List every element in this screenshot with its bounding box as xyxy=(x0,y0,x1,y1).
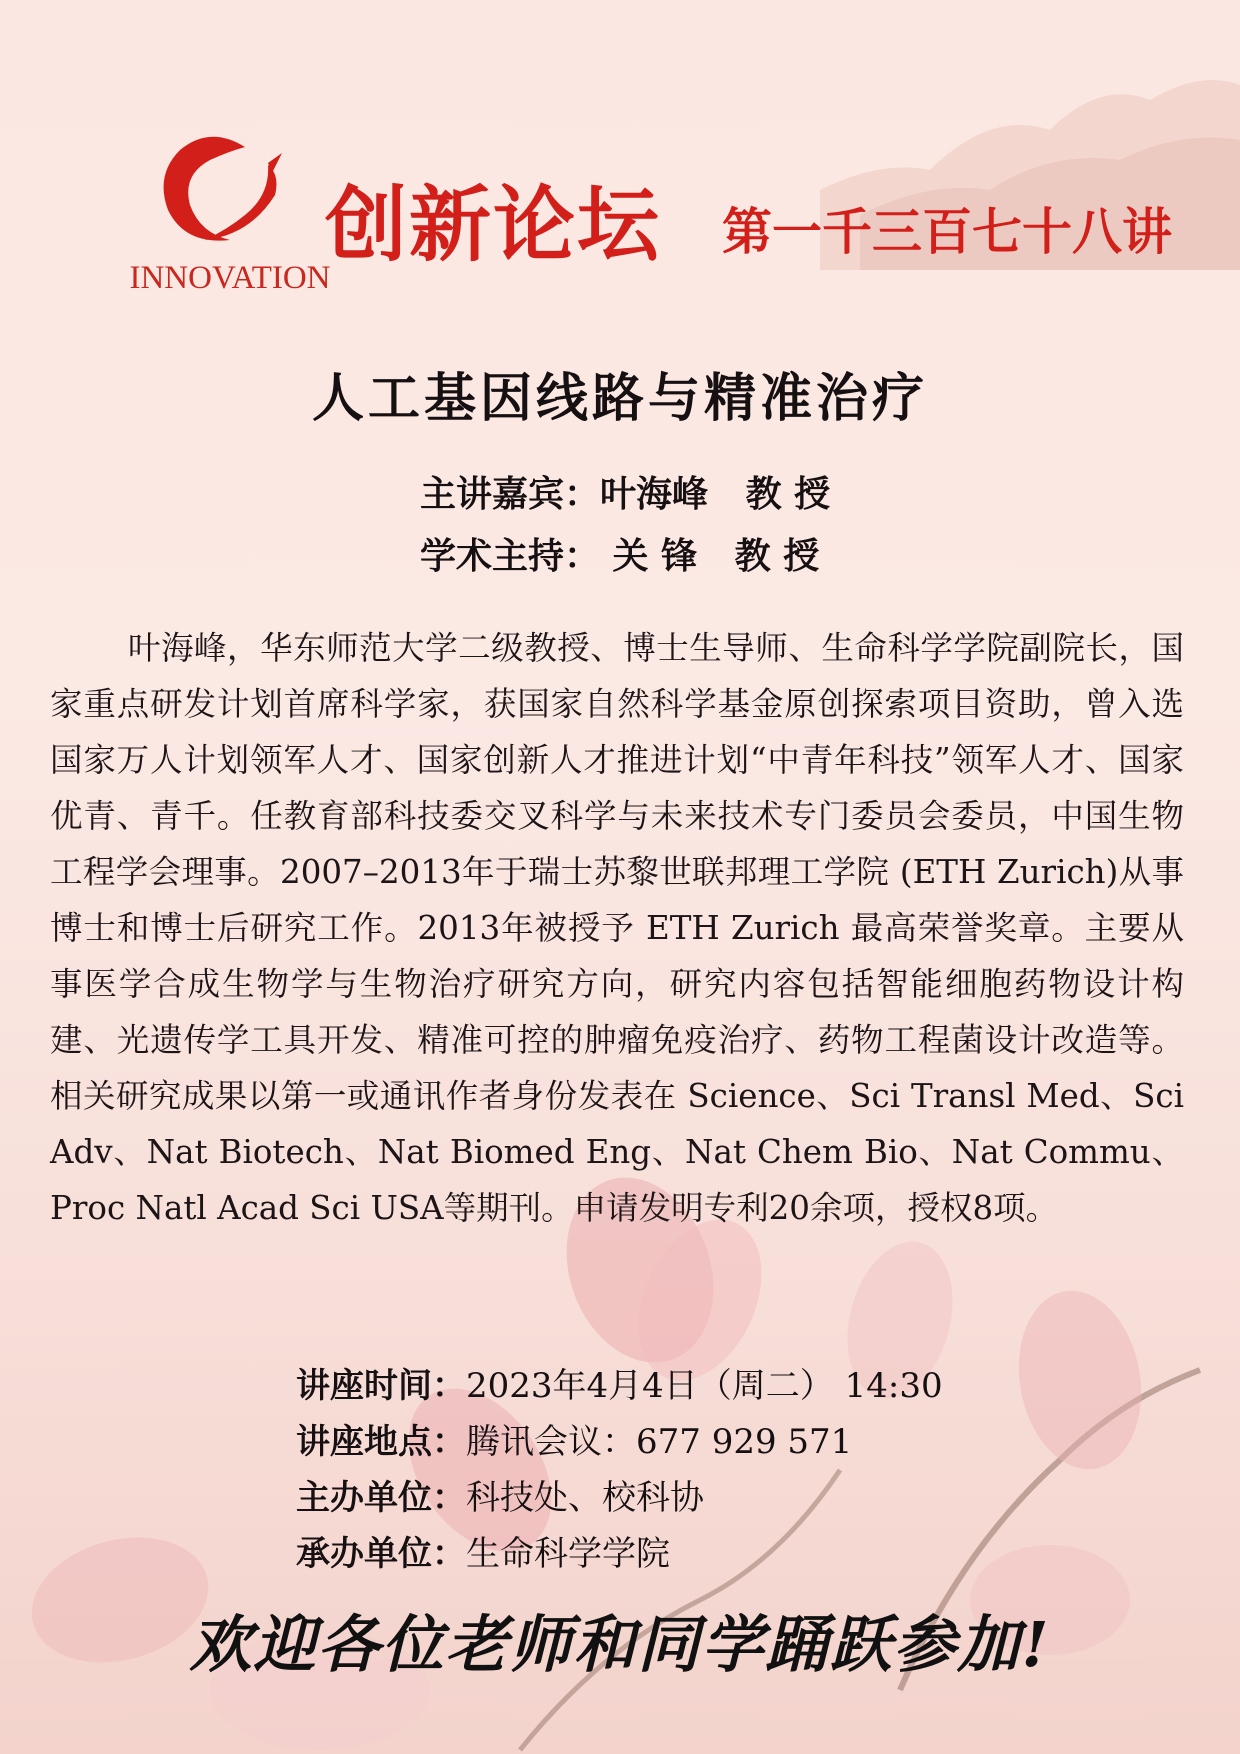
lecture-title: 人工基因线路与精准治疗 xyxy=(311,368,928,429)
swoosh-logo-icon xyxy=(150,125,290,265)
lecture-info xyxy=(296,1358,943,1582)
time-label: 讲座时间： xyxy=(296,1366,466,1406)
undertaker-label: 承办单位： xyxy=(296,1534,466,1574)
speaker-label: 主讲嘉宾： xyxy=(420,473,601,515)
undertaker-row xyxy=(296,1526,943,1582)
place-value: 腾讯会议：677 929 571 xyxy=(466,1422,853,1462)
organizer-row xyxy=(296,1470,943,1526)
place-row xyxy=(296,1414,943,1470)
logo-text: INNOVATION xyxy=(129,260,331,296)
organizer-value: 科技处、校科协 xyxy=(466,1478,704,1518)
host-name: 关 锋 教 授 xyxy=(600,535,820,577)
speaker-line xyxy=(420,466,830,517)
place-label: 讲座地点： xyxy=(296,1422,466,1462)
host-line xyxy=(420,528,819,579)
organizer-label: 主办单位： xyxy=(296,1478,466,1518)
undertaker-value: 生命科学学院 xyxy=(466,1534,670,1574)
speaker-name: 叶海峰 教 授 xyxy=(600,473,831,515)
time-row xyxy=(296,1358,943,1414)
welcome-message: 欢迎各位老师和同学踊跃参加! xyxy=(189,1608,1051,1681)
host-label: 学术主持： xyxy=(420,535,601,577)
innovation-logo xyxy=(120,125,340,305)
forum-title: 创新论坛 xyxy=(325,178,662,273)
speaker-bio: 叶海峰，华东师范大学二级教授、博士生导师、生命科学学院副院长，国家重点研发计划首席科学家，获国家自然科学基金原创探索项目资助，曾入选国家万人计划领军人才、国家创新人才推进计划“中青年科技”领军人才、国家优青、青千。任教育部科技委交叉科学与未来技术专门委员会委员，中国生物工程学会理事。2007–2013年于瑞士苏黎世联邦理工学院 (ETH Zurich)从事博士和博士后研究工作。2013年被授予 ETH Zurich 最高荣誉奖章。主要从事医学合成生物学与生物治疗研究方向，研究内容包括智能细胞药物设计构建、光遗传学工具开发、精准可控的肿瘤免疫治疗、药物工程菌设计改造等。相关研究成果以第一或通讯作者身份发表在 Science、Sci Transl Med、Sci Adv、Nat Biotech、Nat Biomed Eng、Nat Chem Bio、Nat Commu、Proc Natl Acad Sci USA等期刊。申请发明专利20余项，授权8项。 xyxy=(50,629,1184,1227)
time-value: 2023年4月4日（周二） 14:30 xyxy=(466,1366,943,1406)
lecture-number: 第一千三百七十八讲 xyxy=(722,203,1172,261)
